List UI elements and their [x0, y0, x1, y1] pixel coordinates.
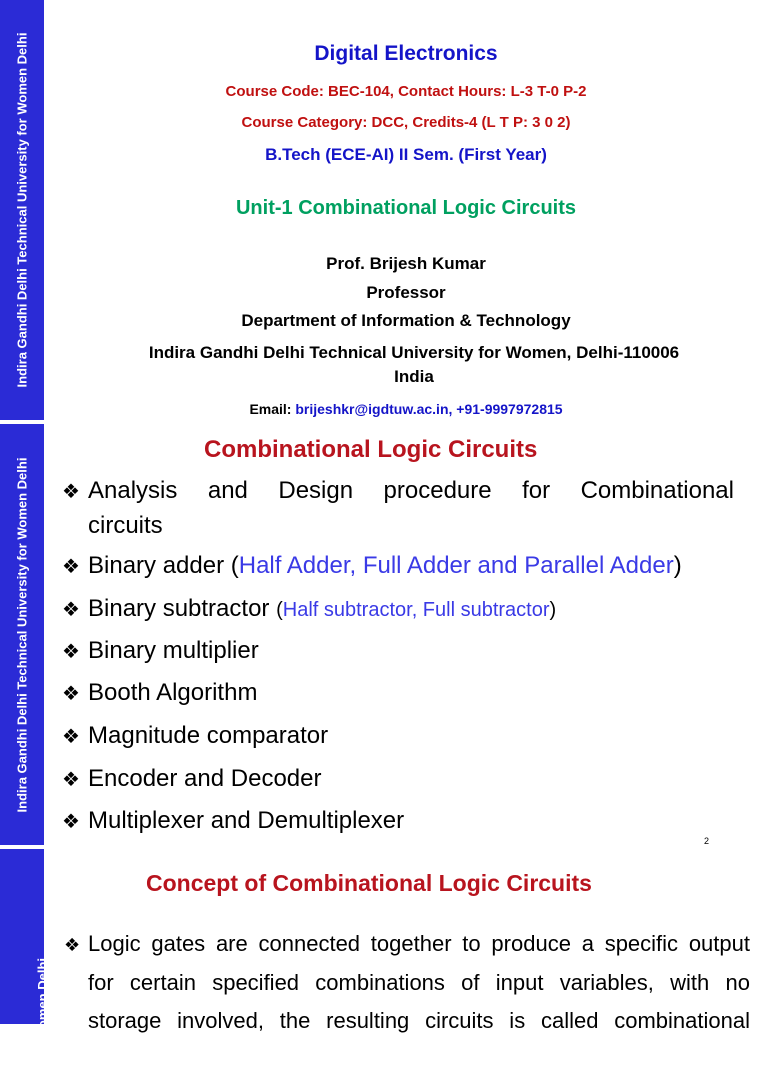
author-department: Department of Information & Technology — [241, 311, 571, 330]
diamond-bullet-icon: ❖ — [62, 599, 80, 621]
list-item-text: Magnitude comparator — [88, 722, 329, 749]
concept-paragraph — [64, 925, 750, 1040]
list-item — [62, 474, 734, 543]
list-item-text-cont: circuits — [88, 512, 163, 539]
list-item-text: Multiplexer and Demultiplexer — [88, 807, 405, 834]
list-item-text: Binary subtractor — [88, 595, 270, 622]
author-role: Professor — [366, 283, 446, 302]
list-item-text: Binary adder — [88, 552, 225, 579]
section-heading-combinational: Combinational Logic Circuits — [204, 436, 538, 463]
list-item — [62, 676, 734, 711]
list-item-text: Booth Algorithm — [88, 679, 258, 706]
section-heading-concept: Concept of Combinational Logic Circuits — [146, 870, 592, 896]
course-category: Course Category: DCC, Credits-4 (L T P: 3 0 2) — [241, 114, 571, 131]
sidebar-university-text: Indira Gandhi Delhi Technical University for Women Delhi — [14, 32, 30, 388]
list-item — [62, 719, 734, 754]
author-name: Prof. Brijesh Kumar — [326, 254, 486, 273]
email-label: Email: — [249, 401, 292, 417]
list-item-text: Binary multiplier — [88, 637, 259, 664]
list-item-subtopics: Half subtractor, Full subtractor — [282, 599, 550, 621]
list-item — [62, 804, 734, 839]
list-item: ❖ Binary subtractor (Half subtractor, Full subtractor) — [62, 592, 734, 627]
university-line-1: Indira Gandhi Delhi Technical University for Women, Delhi-110006 — [148, 343, 680, 362]
sidebar-banner-top — [0, 0, 44, 420]
list-item-text: Encoder and Decoder — [88, 765, 322, 792]
course-code: Course Code: BEC-104, Contact Hours: L-3 T-0 P-2 — [225, 83, 587, 100]
sidebar-university-text: Indira Gandhi Delhi Technical University for Women Delhi — [14, 457, 30, 812]
diamond-bullet-icon: ❖ — [62, 556, 80, 578]
paragraph-line: ❖ Logic gates are connected together to produce a specific output — [64, 925, 750, 964]
unit-title: Unit-1 Combinational Logic Circuits — [235, 197, 576, 219]
diamond-bullet-icon: ❖ — [64, 935, 81, 955]
diamond-bullet-icon: ❖ — [62, 769, 80, 791]
university-line-2: India — [394, 367, 434, 386]
author-university — [60, 341, 768, 389]
diamond-bullet-icon: ❖ — [62, 726, 80, 748]
list-item — [62, 762, 734, 797]
list-item: ❖ Binary adder (Half Adder, Full Adder and Parallel Adder) — [62, 549, 734, 584]
diamond-bullet-icon: ❖ — [62, 811, 80, 833]
sidebar-banner-middle — [0, 424, 44, 845]
list-item-subtopics: Half Adder, Full Adder and Parallel Adder — [238, 552, 674, 579]
paragraph-line: storage involved, the resulting circuits is called combinational — [88, 1008, 750, 1033]
paragraph-line: for certain specified combinations of input variables, with no — [88, 970, 750, 995]
program-info: B.Tech (ECE-AI) II Sem. (First Year) — [265, 145, 547, 164]
author-contact — [44, 401, 768, 417]
sidebar-banner-bottom — [0, 849, 50, 1087]
page-number: 2 — [704, 836, 710, 846]
diamond-bullet-icon: ❖ — [62, 641, 80, 663]
list-item — [62, 634, 734, 669]
diamond-bullet-icon: ❖ — [62, 481, 80, 503]
course-title: Digital Electronics — [314, 42, 498, 65]
list-item-text: Analysis and Design procedure for Combinational — [88, 477, 734, 504]
diamond-bullet-icon: ❖ — [62, 683, 80, 705]
email-link[interactable]: brijeshkr@igdtuw.ac.in, +91-9997972815 — [295, 401, 563, 417]
sidebar-university-text-partial: sity for Women Delhi — [35, 958, 50, 1087]
